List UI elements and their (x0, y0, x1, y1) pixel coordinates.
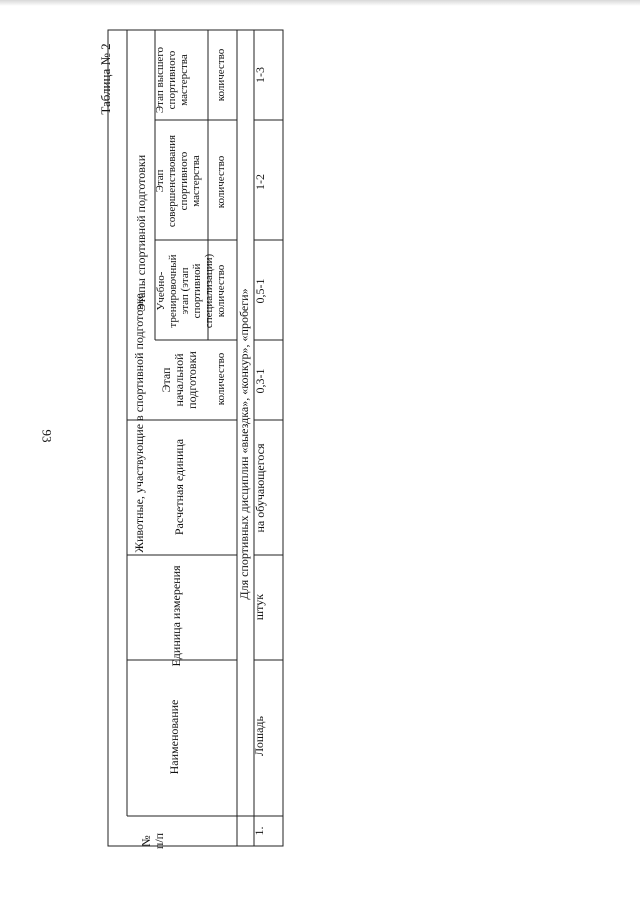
header-stage-2: Учебно-тренировочный этап (этап спортивной специализации) (155, 253, 216, 329)
row-name: Лошадь (252, 716, 266, 756)
header-stage-3: Этап совершенствования спортивного мастерства (154, 134, 203, 228)
row-value-1: 0,3-1 (253, 368, 267, 394)
row-unit: штук (252, 593, 266, 621)
row-value-4: 1-3 (253, 67, 267, 83)
quantity-label-2: количество (215, 264, 227, 318)
header-num: № п/п (139, 832, 167, 850)
quantity-label-3: количество (215, 155, 227, 209)
row-value-2: 0,5-1 (253, 278, 267, 304)
quantity-label-1: количество (215, 352, 227, 406)
header-calc-unit: Расчетная единица (172, 438, 186, 536)
header-stage-4: Этап высшего спортивного мастерства (154, 46, 191, 114)
header-unit: Единица измерения (169, 565, 183, 667)
header-stage-1: Этап начальной подготовки (159, 351, 200, 409)
row-num: 1. (252, 826, 266, 836)
row-value-3: 1-2 (253, 174, 267, 190)
table-title: Животные, участвующие в спортивной подготовке (132, 293, 146, 553)
row-calc-unit: на обучающегося (253, 443, 267, 533)
quantity-label-4: количество (215, 48, 227, 102)
section-label: Для спортивных дисциплин «выездка», «конкур», «пробеги» (237, 288, 251, 600)
page-number: 93 (39, 429, 55, 443)
table-label: Таблица № 2 (98, 43, 113, 115)
header-stages-title: Этапы спортивной подготовки (134, 154, 148, 312)
header-name: Наименование (167, 699, 181, 775)
